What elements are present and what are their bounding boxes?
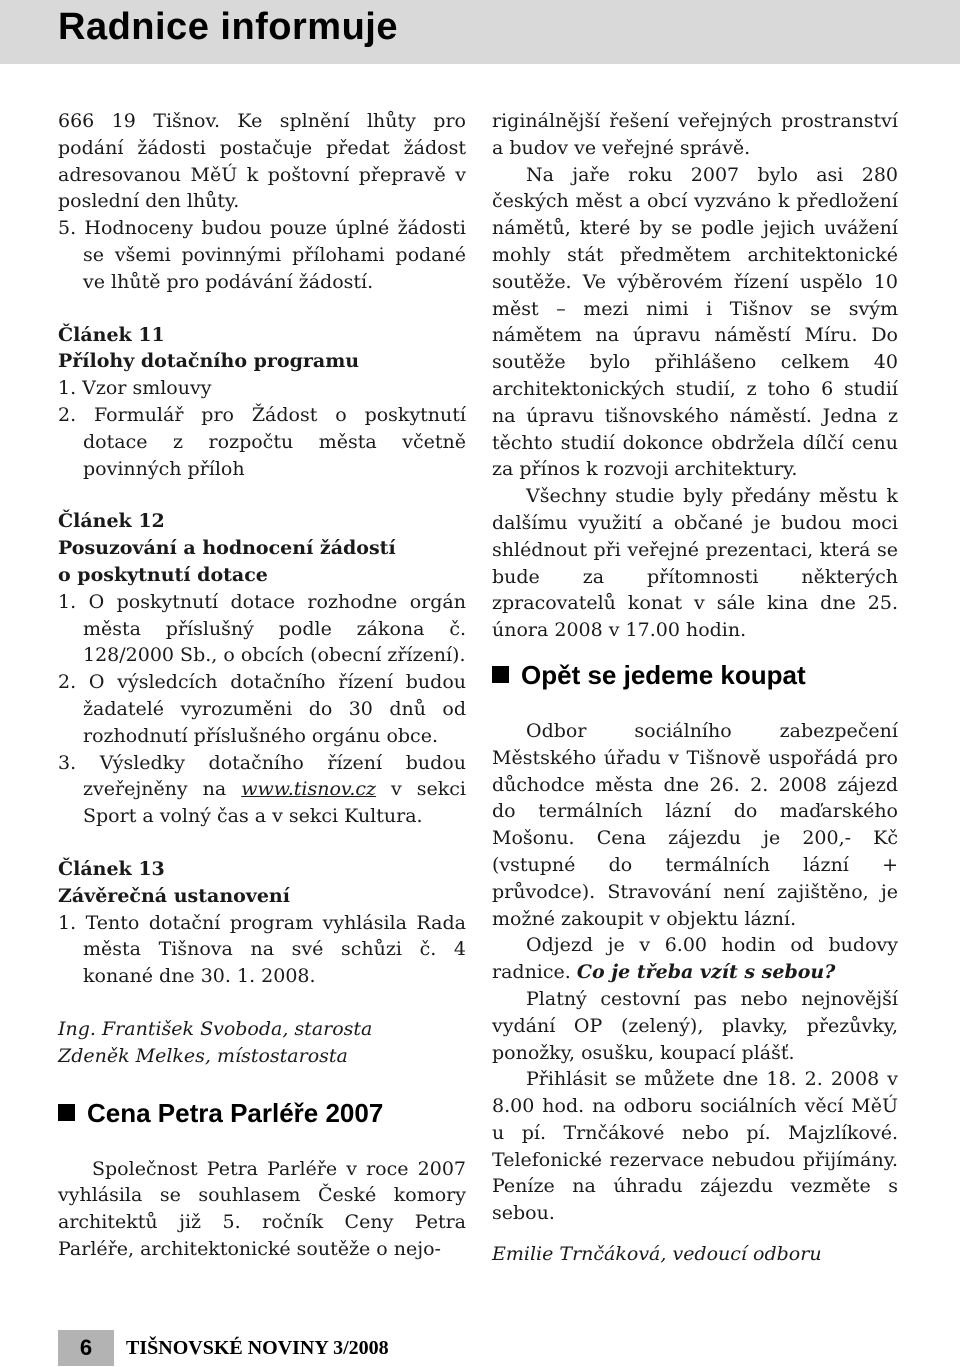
square-bullet-icon: [492, 666, 509, 683]
list-item: [58, 750, 466, 830]
section-title: [58, 1096, 466, 1130]
page-number: 6: [58, 1330, 114, 1366]
page-title: Radnice informuje: [58, 6, 398, 48]
list-item: 1. O poskytnutí dotace rozhodne orgán města příslušný podle zákona č. 128/2000 Sb., o obcích (obecní zřízení).: [58, 590, 466, 667]
article-title: Článek 13: [58, 857, 165, 880]
signature-mayor: Ing. František Svoboda, starosta: [58, 1017, 373, 1040]
paragraph: riginálnější řešení veřejných prostranství a budov ve veřejné správě.: [492, 110, 898, 159]
list-item: 2. O výsledcích dotačního řízení budou žadatelé vyrozuměni do 30 dnů od rozhodnutí příslušného orgánu obce.: [58, 671, 466, 747]
section-title: [492, 658, 898, 692]
paragraph: Společnost Petra Parléře v roce 2007 vyhlásila se souhlasem České komory architektů již 5. ročník Ceny Petra Parléře, architektonické soutěže o nejo-: [58, 1157, 466, 1260]
paragraph: Přihlásit se můžete dne 18. 2. 2008 v 8.00 hod. na odboru sociálních věcí MěÚ u pí. Trnčákové nebo pí. Majzlíkové. Telefonické rezervace nebudou přijímány. Peníze na úhradu zájezdu vezměte s sebou.: [492, 1068, 898, 1225]
list-item: 1. Tento dotační program vyhlásila Rada města Tišnova na své schůzi č. 4 konané dne 30. 1. 2008.: [58, 911, 466, 988]
paragraph: Odbor sociálního zabezpečení Městského úřadu v Tišnově uspořádá pro důchodce města dne 26. 2. 2008 zájezd do termálních lázní do maďarského Mošonu. Cena zájezdu je 200,- Kč (vstupné do termálních lázní + průvodce). Stravování není zajištěno, je možné zakoupit v objektu lázní.: [492, 719, 898, 930]
list-item: 2. Formulář pro Žádost o poskytnutí dotace z rozpočtu města včetně povinných příloh: [58, 403, 466, 480]
page-footer: [58, 1330, 389, 1366]
paragraph: 666 19 Tišnov. Ke splnění lhůty pro podání žádosti postačuje předat žádost adresovanou MěÚ k poštovní přepravě v poslední den lhůty.: [58, 110, 466, 213]
signature-head: Emilie Trnčáková, vedoucí odboru: [492, 1243, 822, 1266]
paragraph: Všechny studie byly předány městu k dalšímu využití a občané je budou moci shlédnout při veřejné prezentaci, která se bude za přítomnosti některých zpracovatelů konat v sále kina dne 25. února 2008 v 17.00 hodin.: [492, 485, 898, 642]
paragraph: [492, 932, 898, 986]
article-subtitle: Závěrečná ustanovení: [58, 884, 290, 907]
article-subtitle: Posuzování a hodnocení žádostí: [58, 537, 396, 560]
article-title: Článek 12: [58, 510, 165, 533]
article-subtitle: o poskytnutí dotace: [58, 563, 268, 586]
paragraph-text: Odjezd je v 6.00 hodin od budovy radnice.: [492, 934, 898, 984]
paragraph: Na jaře roku 2007 bylo asi 280 českých měst a obcí vyzváno k předložení námětů, které by se podle jejich uvážení mohly stát předmětem architektonické soutěže. Ve výběrovém řízení uspělo 10 měst – mezi nimi i Tišnov se svým námětem na úpravu náměstí Míru. Do soutěže bylo přihlášeno celkem 40 architektonických studií, z toho 6 studií na úpravu tišnovského náměstí. Jedna z těchto studií dokonce obdržela dílčí cenu za přínos k rozvoji architektury.: [492, 163, 898, 481]
square-bullet-icon: [58, 1104, 75, 1121]
article-title: Článek 11: [58, 323, 165, 346]
paragraph: Platný cestovní pas nebo nejnovější vydání OP (zelený), plavky, přezůvky, ponožky, osušku, koupací plášť.: [492, 987, 898, 1064]
right-column: [492, 108, 898, 1268]
page-header: [0, 0, 960, 64]
list-item-text: 3. Výsledky dotačního řízení budou zveřejněny na: [58, 751, 466, 801]
list-item-text: v sekci Sport a volný čas a v sekci Kultura.: [83, 778, 466, 828]
tisnov-link[interactable]: www.tisnov.cz: [241, 778, 377, 801]
list-item: 5. Hodnoceny budou pouze úplné žádosti se všemi povinnými přílohami podané ve lhůtě pro podávání žádostí.: [58, 217, 466, 293]
section-title-text: Cena Petra Parléře 2007: [87, 1097, 384, 1128]
section-title-text: Opět se jedeme koupat: [521, 659, 806, 690]
list-item: 1. Vzor smlouvy: [58, 377, 212, 400]
signature-deputy: Zdeněk Melkes, místostarosta: [58, 1044, 348, 1067]
article-subtitle: Přílohy dotačního programu: [58, 350, 360, 373]
question-emphasis: Co je třeba vzít s sebou?: [576, 961, 836, 984]
left-column: [58, 108, 466, 1263]
newspaper-name: TIŠNOVSKÉ NOVINY 3/2008: [126, 1336, 389, 1359]
